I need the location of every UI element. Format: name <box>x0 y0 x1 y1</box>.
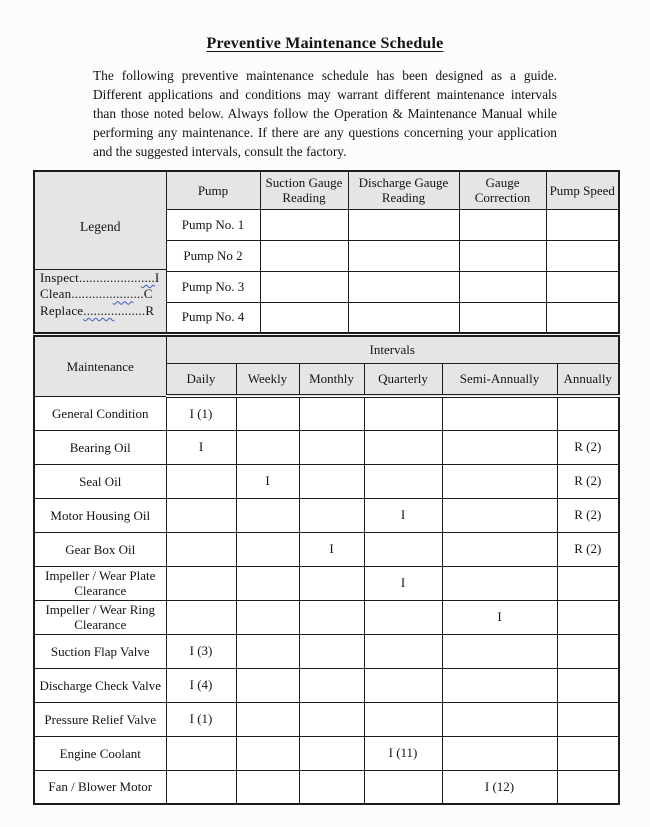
legend-dots: ......... <box>114 302 146 318</box>
interval-value-cell <box>364 770 442 804</box>
interval-value-cell <box>166 464 236 498</box>
interval-value-cell: R (2) <box>557 464 619 498</box>
interval-value-cell <box>299 396 364 430</box>
gauge-empty-cell <box>260 240 348 271</box>
interval-value-cell <box>442 702 557 736</box>
interval-value-cell: I (11) <box>364 736 442 770</box>
interval-value-cell <box>442 396 557 430</box>
gauge-empty-cell <box>546 240 619 271</box>
legend-dots: .................. <box>78 269 142 285</box>
legend-squiggle-dots: ......... <box>83 302 115 318</box>
interval-column-header: Weekly <box>236 363 299 396</box>
gauge-column-header: Suction Gauge Reading <box>260 171 348 209</box>
interval-value-cell: I <box>364 498 442 532</box>
interval-value-cell <box>442 566 557 600</box>
interval-value-cell <box>236 736 299 770</box>
gauge-empty-cell <box>348 302 459 333</box>
interval-value-cell <box>557 396 619 430</box>
interval-value-cell <box>557 668 619 702</box>
pump-label: Pump No. 1 <box>166 209 260 240</box>
interval-value-cell <box>364 668 442 702</box>
interval-value-cell <box>557 736 619 770</box>
interval-value-cell <box>166 566 236 600</box>
interval-value-cell <box>364 600 442 634</box>
interval-value-cell <box>364 532 442 566</box>
interval-value-cell <box>364 702 442 736</box>
gauge-empty-cell <box>260 271 348 302</box>
interval-value-cell: I <box>236 464 299 498</box>
gauge-column-header: Pump <box>166 171 260 209</box>
pump-gauge-table <box>33 170 620 334</box>
gauge-empty-cell <box>260 302 348 333</box>
interval-value-cell <box>557 702 619 736</box>
interval-value-cell: R (2) <box>557 532 619 566</box>
interval-value-cell <box>364 396 442 430</box>
interval-value-cell <box>442 464 557 498</box>
gauge-empty-cell <box>348 271 459 302</box>
interval-value-cell <box>557 770 619 804</box>
legend-item-name: Clean <box>40 286 72 302</box>
interval-column-header: Daily <box>166 363 236 396</box>
gauge-column-header: Gauge Correction <box>459 171 546 209</box>
legend-title: Legend <box>35 185 166 270</box>
legend-item-code: I <box>154 269 160 285</box>
intervals-header-row <box>34 336 619 363</box>
interval-value-cell <box>166 736 236 770</box>
interval-value-cell <box>299 702 364 736</box>
legend-cell <box>34 171 166 333</box>
interval-value-cell <box>236 498 299 532</box>
interval-value-cell <box>236 430 299 464</box>
interval-value-cell <box>364 464 442 498</box>
maintenance-label: Fan / Blower Motor <box>34 770 166 804</box>
legend-dots: ... <box>133 286 144 302</box>
gauge-empty-cell <box>459 271 546 302</box>
interval-value-cell <box>299 566 364 600</box>
gauge-header-row <box>34 171 619 209</box>
legend-item <box>40 303 166 320</box>
interval-value-cell: I (1) <box>166 396 236 430</box>
legend-item <box>40 286 166 303</box>
legend-item <box>40 270 166 287</box>
interval-value-cell <box>557 600 619 634</box>
maintenance-row <box>34 668 619 702</box>
interval-value-cell <box>442 736 557 770</box>
interval-value-cell <box>236 532 299 566</box>
pump-label: Pump No. 4 <box>166 302 260 333</box>
maintenance-row <box>34 702 619 736</box>
maintenance-row <box>34 770 619 804</box>
interval-value-cell <box>442 532 557 566</box>
legend-item-name: Replace <box>40 302 84 318</box>
maintenance-row <box>34 430 619 464</box>
interval-value-cell <box>557 634 619 668</box>
gauge-column-header: Pump Speed <box>546 171 619 209</box>
legend-item-code: C <box>143 286 153 302</box>
legend-item-code: R <box>145 302 155 318</box>
intervals-header: Intervals <box>166 336 619 363</box>
interval-value-cell <box>557 566 619 600</box>
maintenance-column-header: Maintenance <box>34 336 166 396</box>
maintenance-label: Seal Oil <box>34 464 166 498</box>
maintenance-label: Gear Box Oil <box>34 532 166 566</box>
gauge-column-header: Discharge Gauge Reading <box>348 171 459 209</box>
interval-value-cell: I (12) <box>442 770 557 804</box>
interval-value-cell <box>442 634 557 668</box>
gauge-empty-cell <box>546 302 619 333</box>
legend-item-name: Inspect <box>40 269 79 285</box>
interval-value-cell: I (4) <box>166 668 236 702</box>
maintenance-label: Engine Coolant <box>34 736 166 770</box>
interval-value-cell <box>442 430 557 464</box>
maintenance-label: General Condition <box>34 396 166 430</box>
interval-value-cell <box>299 498 364 532</box>
page-title: Preventive Maintenance Schedule <box>206 35 444 52</box>
interval-value-cell: R (2) <box>557 498 619 532</box>
interval-value-cell <box>236 566 299 600</box>
interval-value-cell <box>299 770 364 804</box>
maintenance-label: Impeller / Wear Ring Clearance <box>34 600 166 634</box>
interval-value-cell <box>166 532 236 566</box>
gauge-empty-cell <box>459 240 546 271</box>
interval-value-cell <box>442 498 557 532</box>
interval-column-header: Semi-Annually <box>442 363 557 396</box>
interval-value-cell <box>299 668 364 702</box>
pump-label: Pump No. 3 <box>166 271 260 302</box>
interval-value-cell <box>299 600 364 634</box>
interval-value-cell <box>166 600 236 634</box>
maintenance-row <box>34 396 619 430</box>
interval-value-cell <box>236 396 299 430</box>
maintenance-label: Pressure Relief Valve <box>34 702 166 736</box>
interval-value-cell <box>299 736 364 770</box>
maintenance-row <box>34 600 619 634</box>
interval-value-cell: I <box>299 532 364 566</box>
maintenance-label: Discharge Check Valve <box>34 668 166 702</box>
interval-column-header: Quarterly <box>364 363 442 396</box>
maintenance-label: Suction Flap Valve <box>34 634 166 668</box>
gauge-empty-cell <box>546 209 619 240</box>
gauge-empty-cell <box>260 209 348 240</box>
interval-value-cell: I <box>166 430 236 464</box>
gauge-empty-cell <box>459 302 546 333</box>
interval-value-cell <box>442 668 557 702</box>
interval-value-cell <box>236 634 299 668</box>
interval-value-cell: I (1) <box>166 702 236 736</box>
gauge-empty-cell <box>348 240 459 271</box>
interval-value-cell <box>299 634 364 668</box>
maintenance-row <box>34 736 619 770</box>
interval-value-cell <box>236 702 299 736</box>
maintenance-label: Bearing Oil <box>34 430 166 464</box>
legend-squiggle-dots: ...... <box>112 286 134 302</box>
legend <box>35 185 166 320</box>
interval-value-cell <box>236 600 299 634</box>
maintenance-row <box>34 464 619 498</box>
maintenance-label: Impeller / Wear Plate Clearance <box>34 566 166 600</box>
interval-value-cell <box>299 430 364 464</box>
interval-value-cell: I <box>442 600 557 634</box>
interval-value-cell: I (3) <box>166 634 236 668</box>
gauge-empty-cell <box>459 209 546 240</box>
maintenance-table <box>33 335 620 805</box>
maintenance-row <box>34 634 619 668</box>
maintenance-row <box>34 498 619 532</box>
interval-value-cell <box>364 634 442 668</box>
maintenance-row <box>34 566 619 600</box>
legend-items <box>35 270 166 320</box>
maintenance-row <box>34 532 619 566</box>
interval-column-header: Annually <box>557 363 619 396</box>
legend-dots: ............ <box>71 286 113 302</box>
interval-value-cell <box>299 464 364 498</box>
maintenance-label: Motor Housing Oil <box>34 498 166 532</box>
interval-value-cell <box>166 498 236 532</box>
interval-value-cell <box>166 770 236 804</box>
interval-value-cell <box>364 430 442 464</box>
pump-label: Pump No 2 <box>166 240 260 271</box>
interval-value-cell <box>236 770 299 804</box>
interval-value-cell: R (2) <box>557 430 619 464</box>
gauge-empty-cell <box>348 209 459 240</box>
intro-paragraph: The following preventive maintenance schedule has been designed as a guide. Different applications and conditions may warrant different maintenance intervals than those noted below. Always follow the Operation & Maintenance Manual while performing any maintenance. If there are any questions concerning your application and the suggested intervals, consult the factory. <box>93 68 557 159</box>
legend-squiggle-dots: .... <box>141 269 155 285</box>
interval-value-cell: I <box>364 566 442 600</box>
gauge-empty-cell <box>546 271 619 302</box>
interval-column-header: Monthly <box>299 363 364 396</box>
interval-value-cell <box>236 668 299 702</box>
